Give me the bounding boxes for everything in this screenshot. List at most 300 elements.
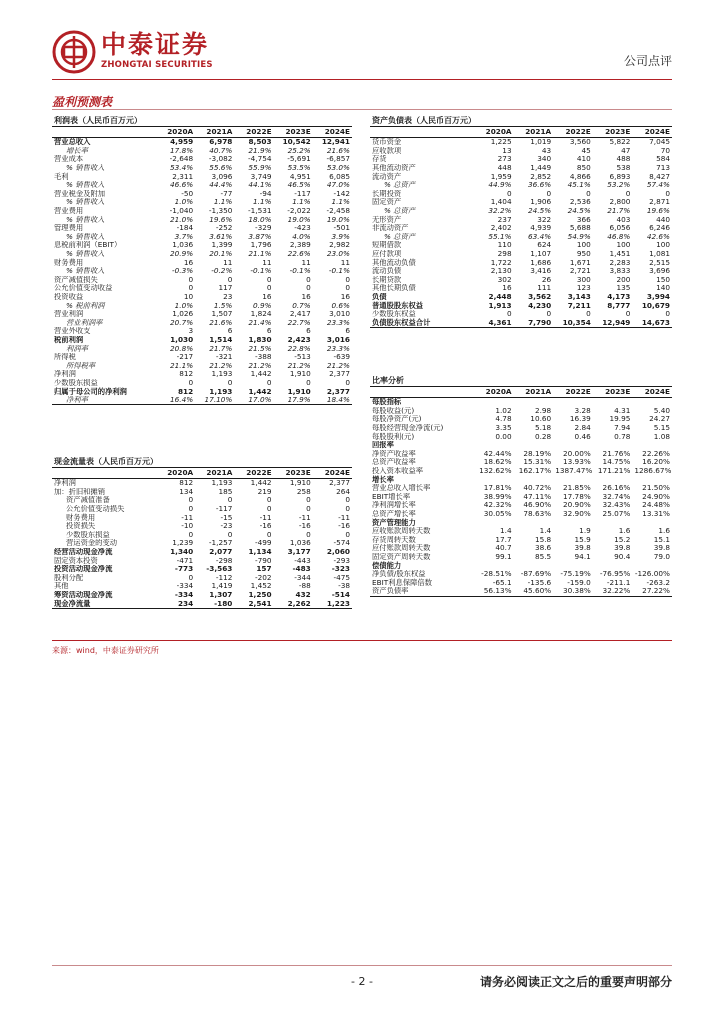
value-cell: 200 [616, 275, 631, 284]
value-cell: 7.94 [614, 423, 631, 433]
value-cell: 2,448 [488, 292, 512, 301]
value-cell: 53.2% [607, 180, 631, 190]
value-cell: -184 [176, 223, 194, 233]
value-cell: 1,959 [490, 172, 512, 181]
value-cell: 123 [576, 284, 591, 293]
value-cell: 1,722 [490, 258, 512, 267]
table-row [52, 293, 352, 302]
table-row [370, 164, 672, 173]
row-label: 总资产增长率 [372, 509, 416, 519]
table-row [370, 467, 672, 476]
value-cell: 1,404 [490, 198, 512, 207]
value-cell: -142 [333, 189, 350, 198]
value-cell: 5,688 [569, 223, 591, 233]
value-cell: 1,399 [211, 241, 233, 250]
row-label: 管理费用 [54, 223, 84, 233]
value-cell: 16 [262, 292, 272, 301]
table-row [52, 396, 352, 405]
value-cell: 1,019 [530, 137, 552, 147]
value-cell: 3,096 [211, 172, 233, 181]
row-label: 净利率 [52, 396, 156, 405]
value-cell: 3.35 [495, 423, 512, 433]
table-row [52, 496, 352, 505]
value-cell: 1,452 [250, 582, 272, 591]
table-row [370, 518, 672, 527]
value-cell: -65.1 [492, 578, 512, 587]
value-cell: 1387.47% [555, 466, 593, 476]
value-cell: 1,107 [530, 249, 552, 259]
table-row [52, 539, 352, 548]
header-corner-cell [52, 468, 156, 479]
value-cell: -499 [255, 539, 272, 548]
table-row [370, 267, 672, 276]
value-cell: 0 [266, 378, 272, 387]
value-cell: 32.43% [602, 501, 631, 510]
value-cell: 56.13% [474, 587, 514, 596]
value-cell: 16.4% [156, 396, 195, 405]
value-cell: 6 [266, 327, 272, 336]
value-cell: -329 [255, 223, 272, 233]
table-header-row [370, 387, 672, 398]
row-label: % 总资产 [384, 206, 416, 216]
table-row [52, 172, 352, 181]
table-row [52, 505, 352, 514]
value-cell: 0 [625, 189, 631, 198]
row-label: 固定资产 [372, 198, 402, 207]
value-cell: 1,223 [313, 599, 352, 608]
row-label: 归属于母公司的净利润 [54, 387, 127, 396]
row-label: 少数股东权益 [372, 309, 416, 319]
row-label: 营业费用 [54, 206, 84, 216]
value-cell: 21.7% [607, 206, 631, 216]
row-label: 营业利润 [54, 309, 84, 319]
value-cell: 812 [179, 370, 194, 379]
value-cell: -344 [294, 573, 311, 582]
value-cell: 2,417 [289, 309, 311, 319]
value-cell: 15.31% [523, 458, 552, 467]
value-cell: 132.62% [479, 466, 512, 476]
value-cell: -1,350 [208, 206, 233, 216]
value-cell: 21.7% [209, 344, 233, 353]
table-row [370, 198, 672, 207]
table-row [370, 570, 672, 579]
row-label: 增长率 [372, 475, 394, 484]
income-statement-table [52, 116, 352, 405]
value-cell: 0 [188, 284, 194, 293]
value-cell: 0 [345, 504, 350, 514]
value-cell: 1,686 [530, 258, 552, 267]
table-row [370, 310, 672, 319]
row-label: 每股指标 [372, 397, 402, 407]
value-cell: 3,994 [646, 292, 670, 301]
table-row [370, 241, 672, 250]
value-cell: 340 [537, 155, 552, 164]
value-cell: 2,377 [329, 478, 350, 488]
value-cell: 0 [306, 504, 311, 514]
footer-divider [52, 965, 672, 966]
value-cell: 42.6% [646, 232, 670, 241]
value-cell: 1,250 [248, 590, 272, 600]
value-cell: 0 [227, 530, 233, 539]
year-header: 2023E [593, 387, 633, 398]
value-cell: 1.6 [618, 526, 631, 536]
row-label: 净资产收益率 [372, 449, 416, 458]
value-cell: 54.9% [567, 232, 591, 241]
row-label: 净利润增长率 [372, 501, 416, 510]
table-row [370, 501, 672, 510]
value-cell: 21.6% [326, 146, 350, 155]
value-cell: -263.2 [646, 578, 670, 587]
table-row [52, 565, 352, 574]
value-cell: 6,978 [209, 137, 233, 147]
value-cell [514, 398, 554, 407]
value-cell: 2,515 [649, 258, 670, 267]
row-label: 货币资金 [372, 137, 402, 147]
value-cell: 1,442 [250, 370, 272, 379]
value-cell: -135.6 [527, 578, 552, 587]
value-cell: 20.8% [170, 344, 194, 353]
row-label: 固定资产周转天数 [372, 552, 431, 561]
row-label: 资产管理能力 [372, 518, 416, 527]
table-row [370, 458, 672, 467]
value-cell: 3,749 [250, 172, 272, 181]
value-cell: 21.1% [170, 361, 194, 370]
value-cell: 2.84 [574, 423, 591, 433]
value-cell [474, 441, 514, 450]
value-cell: 26 [541, 275, 552, 284]
table-header-row [52, 468, 352, 479]
value-cell: 22.6% [287, 249, 311, 259]
tables-bottom-divider [52, 640, 672, 641]
value-cell [632, 518, 672, 527]
value-cell: -1,040 [169, 206, 194, 216]
value-cell: 21.6% [209, 318, 233, 327]
source-note: 来源：wind，中泰证券研究所 [52, 646, 159, 655]
value-cell: 150 [656, 275, 670, 284]
row-label: 偿债能力 [372, 561, 402, 570]
year-header: 2020A [156, 468, 195, 479]
value-cell [514, 475, 554, 484]
value-cell: -112 [215, 573, 233, 582]
value-cell: -773 [174, 564, 194, 574]
value-cell: 0 [266, 496, 272, 505]
value-cell: 2,130 [490, 266, 512, 276]
value-cell: 11 [340, 258, 350, 267]
table-row [52, 215, 352, 224]
value-cell: 24.27 [649, 415, 670, 424]
value-cell: 6 [227, 327, 233, 336]
value-cell: 20.90% [562, 501, 591, 510]
value-cell: 5,822 [609, 137, 631, 147]
value-cell: 3,560 [569, 137, 591, 147]
value-cell: 1.4 [539, 526, 552, 536]
value-cell: 1.02 [495, 406, 512, 415]
row-label: EBIT增长率 [372, 492, 411, 501]
table-title: 现金流量表（人民币百万元） [52, 457, 352, 468]
value-cell [474, 561, 514, 570]
value-cell: 44.1% [248, 180, 272, 190]
value-cell: 0 [188, 275, 194, 284]
value-cell: 0 [345, 275, 350, 284]
table-row [52, 250, 352, 259]
table-row [370, 432, 672, 441]
value-cell: 21.2% [248, 361, 272, 370]
table-row [52, 190, 352, 199]
value-cell: 1.9 [579, 526, 591, 536]
value-cell: 111 [537, 284, 552, 293]
year-header: 2020A [474, 387, 514, 398]
value-cell: 234 [156, 599, 195, 608]
value-cell: -2,648 [169, 155, 194, 164]
value-cell: -321 [215, 352, 233, 362]
value-cell: 1,239 [172, 539, 194, 548]
row-label: 财务费用 [66, 513, 96, 522]
value-cell: -202 [255, 573, 272, 582]
row-label: 其他 [54, 582, 69, 591]
value-cell: 21.2% [209, 361, 233, 370]
value-cell: 21.9% [248, 146, 272, 155]
row-label: 资产减值准备 [66, 496, 110, 505]
value-cell: 1,451 [609, 249, 631, 259]
table-row [370, 138, 672, 147]
table-row [52, 591, 352, 600]
row-label: 营业总收入 [54, 137, 91, 147]
value-cell: 12,949 [593, 318, 633, 327]
value-cell: 17.10% [195, 396, 234, 405]
value-cell [593, 561, 633, 570]
value-cell: 6 [345, 327, 350, 336]
table-row [52, 336, 352, 345]
value-cell: -28.51% [481, 569, 512, 579]
value-cell: 47 [621, 146, 631, 155]
section-divider [52, 109, 672, 110]
value-cell: 55.6% [209, 163, 233, 173]
header-divider [52, 79, 672, 80]
value-cell: 40.7 [495, 544, 512, 553]
row-label: 每股净资产(元) [372, 415, 422, 424]
value-cell: 157 [256, 564, 272, 574]
value-cell: 46.90% [523, 501, 552, 510]
value-cell: 7,211 [567, 301, 591, 310]
value-cell: 0 [306, 378, 311, 387]
value-cell: 0 [188, 530, 194, 539]
value-cell: 42.44% [483, 449, 512, 458]
year-header: 2020A [474, 127, 514, 138]
value-cell: -1,531 [248, 206, 272, 216]
value-cell: 812 [179, 478, 194, 488]
value-cell: 16 [301, 292, 311, 301]
value-cell: 2,721 [569, 266, 591, 276]
table-row [52, 548, 352, 557]
value-cell: 42.32% [483, 501, 512, 510]
value-cell: 1,796 [250, 241, 272, 250]
value-cell: 26.16% [602, 483, 631, 493]
row-label: 应付账款周转天数 [372, 544, 431, 553]
value-cell: 0 [345, 496, 350, 505]
value-cell: 713 [656, 163, 670, 173]
table-row [370, 250, 672, 259]
table-row [370, 450, 672, 459]
value-cell: -2,458 [326, 206, 350, 216]
value-cell: 135 [616, 284, 631, 293]
value-cell [514, 561, 554, 570]
table-row [52, 318, 352, 327]
value-cell: -323 [331, 564, 350, 574]
year-header: 2022E [553, 387, 593, 398]
value-cell: 1.0% [174, 301, 194, 310]
value-cell: 38.6 [534, 544, 552, 553]
row-label: 少数股东损益 [54, 378, 98, 387]
value-cell [553, 441, 593, 450]
value-cell: 0 [345, 530, 350, 539]
row-label: 少数股东损益 [66, 530, 110, 539]
table-row [370, 415, 672, 424]
value-cell: 1,824 [250, 309, 272, 319]
value-cell: 17.81% [483, 483, 512, 493]
value-cell: 1286.67% [634, 466, 672, 476]
row-label: % 总资产 [384, 180, 416, 190]
table-row [52, 276, 352, 285]
value-cell: 45.60% [514, 587, 554, 596]
value-cell: 6,246 [649, 223, 670, 233]
year-header: 2021A [514, 387, 554, 398]
value-cell: 94.1 [574, 552, 591, 561]
value-cell: -10 [181, 521, 194, 531]
value-cell: 7,045 [649, 137, 670, 147]
value-cell: 403 [616, 215, 631, 224]
value-cell: 1,026 [172, 309, 194, 319]
value-cell: -2,022 [287, 206, 311, 216]
value-cell: 10,679 [641, 301, 670, 310]
value-cell: 32.74% [602, 492, 631, 501]
year-header: 2022E [553, 127, 593, 138]
value-cell: -0.1% [289, 266, 311, 276]
table-header-row [370, 127, 672, 138]
row-label: 净利润 [54, 478, 76, 488]
row-label: 营业税金及附加 [54, 189, 106, 198]
value-cell: -11 [298, 513, 311, 522]
row-label: 短期借款 [372, 241, 402, 250]
value-cell: 1.1% [331, 198, 350, 207]
value-cell: 3.61% [209, 232, 233, 241]
table-row [370, 318, 672, 327]
company-name-cn: 中泰证券 [101, 30, 210, 59]
disclaimer-note: 请务必阅读正文之后的重要声明部分 [479, 975, 672, 989]
value-cell: 812 [177, 387, 194, 396]
row-label: 固定资本投资 [54, 556, 98, 565]
row-label: 存货周转天数 [372, 535, 416, 544]
value-cell: 19.6% [646, 206, 670, 216]
company-name-en: ZHONGTAI SECURITIES [101, 60, 213, 70]
value-cell: -334 [174, 590, 194, 600]
row-label: 股利分配 [54, 573, 84, 582]
value-cell: 1,036 [172, 241, 194, 250]
value-cell: -471 [176, 556, 194, 565]
value-cell: 1,081 [649, 249, 670, 259]
value-cell: 0 [345, 378, 350, 387]
value-cell: 8,503 [248, 137, 272, 147]
value-cell: -76.95% [599, 569, 631, 579]
value-cell: 3,177 [287, 547, 311, 557]
value-cell: 24.48% [642, 501, 670, 510]
row-label: EBIT利息保障倍数 [372, 578, 433, 587]
value-cell: 1.6 [658, 526, 670, 536]
value-cell: 0 [665, 309, 670, 319]
value-cell: 21.50% [642, 483, 670, 493]
value-cell: 850 [576, 163, 591, 173]
year-header: 2022E [234, 127, 273, 138]
row-label: 投资活动现金净流 [54, 564, 113, 574]
value-cell: 21.1% [248, 249, 272, 259]
value-cell: 15.1 [653, 535, 670, 544]
value-cell: 57.4% [646, 180, 670, 190]
value-cell: 2,541 [234, 599, 273, 608]
value-cell: 20.00% [562, 449, 591, 458]
value-cell: 1.08 [653, 432, 670, 441]
value-cell: -501 [333, 223, 350, 233]
value-cell: 10 [183, 292, 194, 301]
value-cell: 2.98 [534, 406, 552, 415]
value-cell: 19.0% [287, 215, 311, 224]
value-cell: -87.69% [520, 569, 552, 579]
value-cell [632, 475, 672, 484]
value-cell: 10.60 [530, 415, 552, 424]
value-cell: 16 [183, 258, 194, 267]
value-cell [514, 518, 554, 527]
row-label: 长期投资 [372, 189, 402, 198]
section-title: 盈利预测表 [52, 95, 113, 109]
value-cell: 13.31% [642, 509, 670, 519]
table-row [370, 424, 672, 433]
value-cell: -298 [215, 556, 233, 565]
value-cell [474, 475, 514, 484]
value-cell: -126.00% [634, 569, 670, 579]
value-cell: 11 [223, 258, 233, 267]
value-cell: 47.11% [523, 492, 552, 501]
value-cell: 23.3% [326, 344, 350, 353]
table-row [52, 353, 352, 362]
value-cell: 32.90% [562, 509, 591, 519]
value-cell: -1,257 [208, 539, 233, 548]
value-cell: 53.4% [170, 163, 194, 173]
year-header: 2024E [632, 387, 672, 398]
value-cell: 1,193 [211, 478, 233, 488]
page-header [0, 0, 724, 80]
value-cell: 40.72% [523, 483, 552, 493]
table-row [52, 155, 352, 164]
value-cell: -0.3% [172, 266, 194, 276]
table-row [52, 233, 352, 242]
value-cell: 39.8 [653, 544, 670, 553]
value-cell: 53.0% [326, 163, 350, 173]
value-cell: -77 [220, 189, 233, 198]
table-row [52, 361, 352, 370]
row-label: 应付款项 [372, 249, 402, 259]
value-cell: 23 [223, 292, 233, 301]
value-cell: 20.1% [209, 249, 233, 259]
table-row [370, 536, 672, 545]
value-cell: 1,193 [211, 370, 233, 379]
value-cell: -75.19% [560, 569, 591, 579]
value-cell: 18.4% [313, 396, 352, 405]
value-cell: 24.5% [567, 206, 591, 216]
value-cell: 0 [586, 309, 591, 319]
table-row [52, 513, 352, 522]
row-label: % 销售收入 [66, 232, 105, 241]
table-row [52, 258, 352, 267]
value-cell: 15.9 [574, 535, 591, 544]
value-cell: 1,419 [211, 582, 233, 591]
